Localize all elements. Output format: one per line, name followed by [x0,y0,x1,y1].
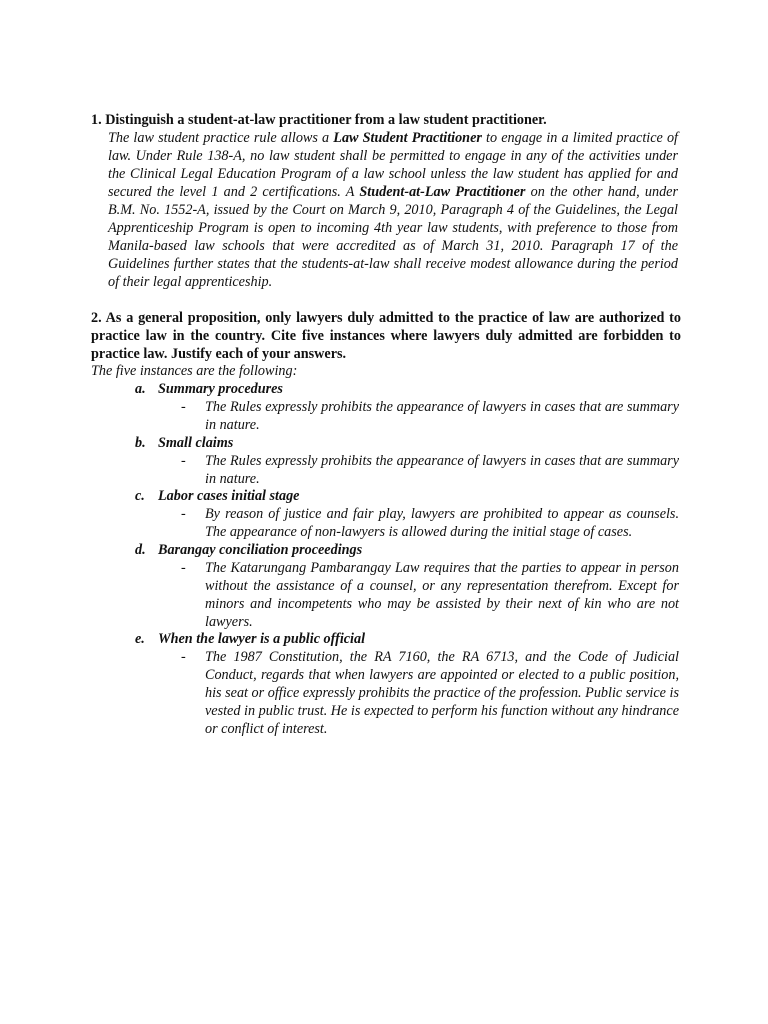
dash-bullet: - [181,649,186,665]
instance-heading [135,487,680,505]
dash-bullet: - [181,506,186,522]
instance-detail-text: The Rules expressly prohibits the appearance of lawyers in cases that are summary in nature. [205,453,679,487]
instance-letter: a. [135,381,146,397]
instance-letter: b. [135,435,146,451]
question-2-heading: 2. As a general proposition, only lawyers duly admitted to the practice of law are authorized to practice law in the country. Cite five instances where lawyers duly admitted are forbidden to practice law. Justify each of your answers. [91,310,681,362]
instance-detail [135,505,680,541]
instance-letter: e. [135,631,145,647]
instance-detail [135,452,680,488]
instance-title: Labor cases initial stage [158,488,300,504]
question-1-answer [108,129,678,291]
dash-bullet: - [181,560,186,576]
instance-detail [135,648,680,738]
term-law-student-practitioner: Law Student Practitioner [333,130,482,146]
instance-item-c [135,487,680,541]
instance-title: Summary procedures [158,381,283,397]
dash-bullet: - [181,399,186,415]
instance-letter: c. [135,488,145,504]
instance-heading [135,541,680,559]
instance-detail [135,398,680,434]
question-2-intro: The five instances are the following: [91,363,298,379]
instance-letter: d. [135,542,146,558]
instance-heading [135,630,680,648]
instance-item-e [135,630,680,738]
term-student-at-law-practitioner: Student-at-Law Practitioner [359,184,526,200]
instance-detail-text: The Katarungang Pambarangay Law requires that the parties to appear in person without the assistance of a counsel, or any representation therefrom. Except for minors and incompetents who may be assisted by their next of kin who are not lawyers. [205,560,679,630]
instance-detail-text: The Rules expressly prohibits the appearance of lawyers in cases that are summary in nature. [205,399,679,433]
instance-title: Small claims [158,435,234,451]
answer-1-text-part-3: on the other hand, under B.M. No. 1552-A, issued by the Court on March 9, 2010, Paragraph 4 of the Guidelines, the Legal Apprenticeship Program is open to incoming 4th year law students, with preference to those from Manila-based law schools that were accredited as of March 31, 2010. Paragraph 17 of the Guidelines further states that the students-at-law shall receive modest allowance during the period of their legal apprenticeship. [108,184,678,290]
question-1-heading: 1. Distinguish a student-at-law practitioner from a law student practitioner. [91,112,547,128]
instance-title: When the lawyer is a public official [158,631,366,647]
instance-detail [135,559,680,631]
instance-detail-text: The 1987 Constitution, the RA 7160, the RA 6713, and the Code of Judicial Conduct, regards that when lawyers are appointed or elected to a public position, his seat or office expressly prohibits the practice of the profession. Public service is vested in public trust. He is expected to perform his function without any hindrance or conflict of interest. [205,649,679,737]
instance-item-a [135,380,680,434]
instance-detail-text: By reason of justice and fair play, lawyers are prohibited to appear as counsels. The appearance of non-lawyers is allowed during the initial stage of cases. [205,506,679,540]
answer-1-text-part-1: The law student practice rule allows a [108,130,334,146]
instance-heading [135,434,680,452]
answer-1-text-part-2: to engage in a limited practice of law. Under Rule 138-A, no law student shall be permitted to engage in any of the activities under the Clinical Legal Education Program of a law school unless the law student has applied for and secured the level 1 and 2 certifications. A [108,130,678,200]
instance-title: Barangay conciliation proceedings [158,542,363,558]
instance-item-b [135,434,680,488]
dash-bullet: - [181,453,186,469]
instance-heading [135,380,680,398]
instance-item-d [135,541,680,631]
